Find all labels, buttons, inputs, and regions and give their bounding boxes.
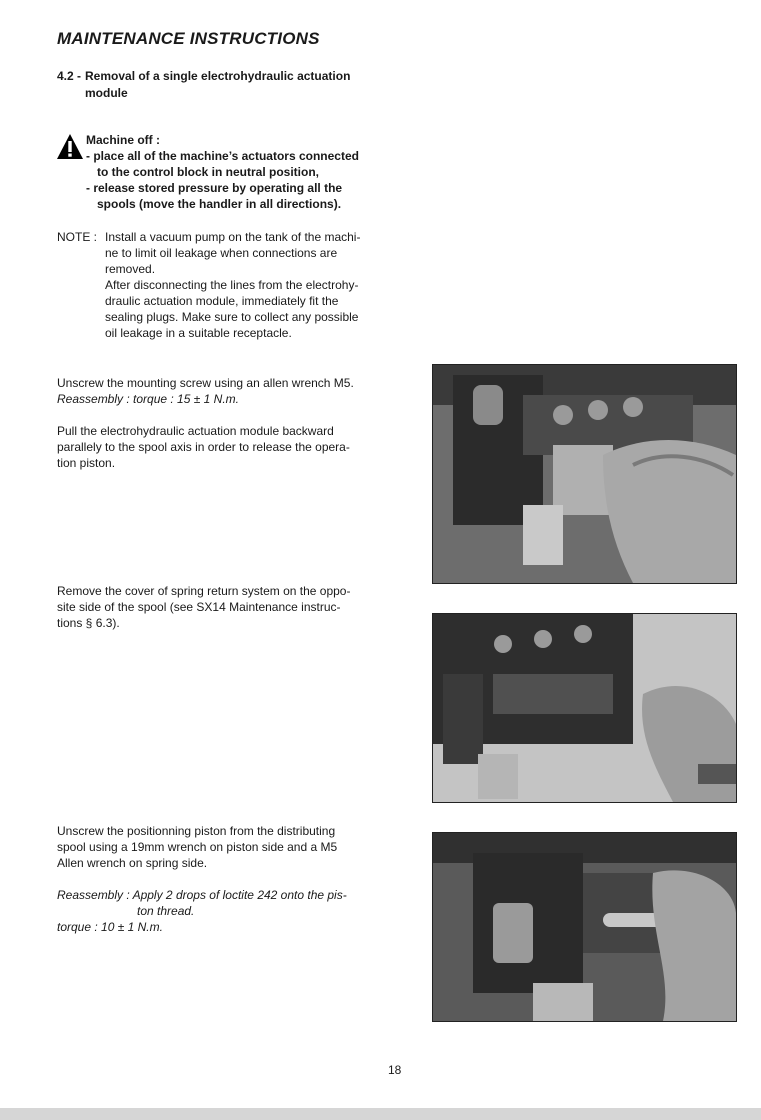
section-number: 4.2 - — [57, 69, 82, 83]
step-4 — [57, 823, 377, 871]
step-3 — [57, 583, 377, 631]
section-heading — [57, 68, 377, 102]
note-block — [57, 229, 379, 341]
step-4-line: Unscrew the positionning piston from the distributing — [57, 824, 336, 838]
step-2-line: parallely to the spool axis in order to release the opera- — [57, 440, 350, 454]
photo-actuation-module-removal — [432, 364, 737, 584]
step-3-line: tions § 6.3). — [57, 616, 120, 630]
step-4-reassembly-line: torque : 10 ± 1 N.m. — [57, 920, 163, 934]
note-line: After disconnecting the lines from the electrohy- — [105, 278, 359, 292]
step-3-line: site side of the spool (see SX14 Maintenance instruc- — [57, 600, 341, 614]
step-2 — [57, 423, 377, 471]
note-label: NOTE : — [57, 230, 98, 244]
warning-block — [86, 132, 386, 212]
section-title-line1: Removal of a single electrohydraulic actuation — [85, 69, 351, 83]
note-line: sealing plugs. Make sure to collect any possible — [105, 310, 359, 324]
note-line: Install a vacuum pump on the tank of the machi- — [105, 230, 361, 244]
warning-line: to the control block in neutral position, — [97, 165, 319, 179]
step-1-reassembly: Reassembly : torque : 15 ± 1 N.m. — [57, 392, 239, 406]
warning-line: spools (move the handler in all directions). — [97, 197, 342, 211]
page-title: MAINTENANCE INSTRUCTIONS — [57, 29, 320, 48]
note-line: ne to limit oil leakage when connections are — [105, 246, 338, 260]
note-line: draulic actuation module, immediately fit the — [105, 294, 339, 308]
step-4-reassembly-line: ton thread. — [137, 904, 195, 918]
viewer-bottom-bar — [0, 1108, 761, 1120]
warning-line: - place all of the machine’s actuators connected — [86, 149, 359, 163]
step-3-line: Remove the cover of spring return system on the oppo- — [57, 584, 351, 598]
section-title-line2: module — [85, 86, 128, 100]
warning-triangle-icon — [56, 133, 84, 161]
step-4-line: Allen wrench on spring side. — [57, 856, 208, 870]
step-1-text: Unscrew the mounting screw using an allen wrench M5. — [57, 376, 354, 390]
step-2-line: Pull the electrohydraulic actuation module backward — [57, 424, 334, 438]
step-1 — [57, 375, 377, 407]
warning-heading: Machine off : — [86, 133, 160, 147]
page-number: 18 — [388, 1063, 402, 1077]
photo-spring-cover-removal — [432, 613, 737, 803]
step-4-reassembly-line: Reassembly : Apply 2 drops of loctite 242 onto the pis- — [57, 888, 347, 902]
warning-line: - release stored pressure by operating all the — [86, 181, 343, 195]
note-line: oil leakage in a suitable receptacle. — [105, 326, 292, 340]
note-line: removed. — [105, 262, 156, 276]
photo-positioning-piston-removal — [432, 832, 737, 1022]
step-2-line: tion piston. — [57, 456, 116, 470]
step-4-reassembly — [57, 887, 377, 935]
step-4-line: spool using a 19mm wrench on piston side and a M5 — [57, 840, 338, 854]
